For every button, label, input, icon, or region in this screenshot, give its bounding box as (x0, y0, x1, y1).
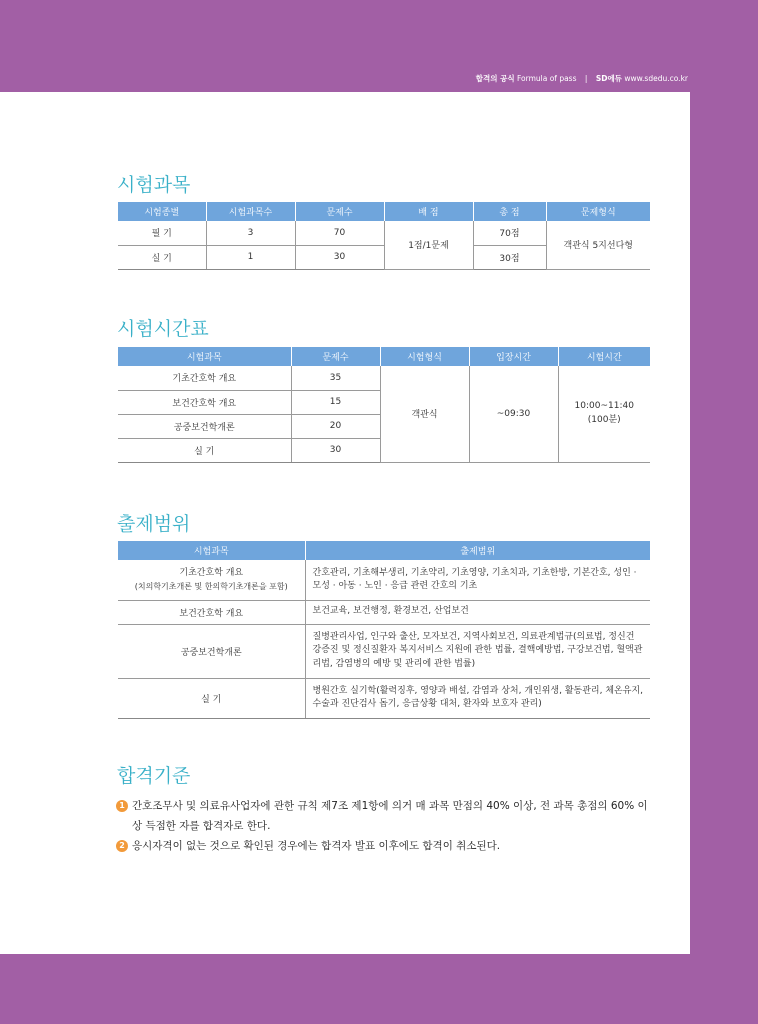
subjects-title: 시험과목 (117, 174, 191, 196)
column-header: 시험과목수 (206, 202, 295, 221)
scope-title: 출제범위 (117, 513, 191, 535)
subject-count: 3 (206, 221, 295, 245)
top-banner (0, 0, 758, 92)
total-score: 70점 (473, 221, 546, 245)
question-count: 35 (291, 366, 380, 390)
question-format: 객관식 5지선다형 (546, 221, 650, 269)
column-header: 시험종별 (118, 202, 206, 221)
scope-table (118, 541, 650, 719)
entry-time: ~09:30 (469, 366, 558, 462)
publisher-url[interactable]: www.sdedu.co.kr (624, 74, 688, 83)
subject-count: 1 (206, 245, 295, 269)
number-badge-icon: 1 (116, 800, 128, 812)
column-header: 시험시간 (558, 347, 650, 366)
subject-name: 보건간호학 개요 (118, 390, 291, 414)
scope-range: 질병관리사업, 인구와 출산, 모자보건, 지역사회보건, 의료관계법규(의료법, 정신건강증진 및 정신질환자 복지서비스 지원에 관한 법률, 결핵예방법, 구강보건법, 혈액관리법, 감염병의 예방 및 관리에 관한 법률) (305, 624, 650, 678)
schedule-title: 시험시간표 (117, 318, 209, 340)
criteria-list (116, 796, 656, 856)
table-row (118, 600, 650, 624)
subject-name: 실 기 (118, 438, 291, 462)
scope-range: 간호관리, 기초해부생리, 기초약리, 기초영양, 기초치과, 기초한방, 기본간호, 성인 · 모성 · 아동 · 노인 · 응급 관련 간호의 기초 (305, 560, 650, 600)
subject-name: 기초간호학 개요 (179, 568, 244, 578)
subject-cell (118, 560, 305, 600)
schedule-table (118, 347, 650, 463)
column-header: 문제수 (291, 347, 380, 366)
column-header: 시험형식 (380, 347, 469, 366)
brand-slogan: 합격의 공식 (475, 74, 515, 83)
column-header: 문제형식 (546, 202, 650, 221)
column-header: 문제수 (295, 202, 384, 221)
table-header-row (118, 202, 650, 221)
criteria-text: 간호조무사 및 의료유사업자에 관한 규칙 제7조 제1항에 의거 매 과목 만점의 40% 이상, 전 과목 총점의 60% 이상 득점한 자를 합격자로 한다. (132, 800, 648, 832)
table-row (118, 678, 650, 718)
table-row (118, 624, 650, 678)
exam-type: 필 기 (118, 221, 206, 245)
publisher-name: SD에듀 (595, 74, 622, 83)
header-brand (476, 73, 688, 84)
table-row (118, 366, 650, 390)
criteria-title: 합격기준 (117, 765, 191, 787)
table-header-row (118, 347, 650, 366)
subjects-table (118, 202, 650, 270)
scope-range: 병원간호 실기학(활력징후, 영양과 배설, 감염과 상처, 개인위생, 활동관리, 체온유지, 수술과 진단검사 돕기, 응급상황 대처, 환자와 보호자 관리) (305, 678, 650, 718)
column-header: 시험과목 (118, 347, 291, 366)
exam-time: 10:00~11:40 (574, 401, 634, 412)
subject-name: 실 기 (118, 678, 305, 718)
subject-name: 공중보건학개론 (118, 624, 305, 678)
question-count: 30 (291, 438, 380, 462)
scope-range: 보건교육, 보건행정, 환경보건, 산업보건 (305, 600, 650, 624)
subject-name: 기초간호학 개요 (118, 366, 291, 390)
exam-time-cell (558, 366, 650, 462)
score-per-question: 1점/1문제 (384, 221, 473, 269)
exam-type: 실 기 (118, 245, 206, 269)
table-row (118, 221, 650, 245)
table-header-row (118, 541, 650, 560)
total-score: 30점 (473, 245, 546, 269)
table-row (118, 560, 650, 600)
list-item (116, 796, 656, 836)
exam-format: 객관식 (380, 366, 469, 462)
question-count: 15 (291, 390, 380, 414)
brand-slogan-en: Formula of pass (517, 74, 577, 83)
column-header: 총 점 (473, 202, 546, 221)
column-header: 시험과목 (118, 541, 305, 560)
criteria-text: 응시자격이 없는 것으로 확인된 경우에는 합격자 발표 이후에도 합격이 취소된다. (132, 840, 501, 852)
list-item (116, 836, 656, 856)
column-header: 배 점 (384, 202, 473, 221)
subject-name: 보건간호학 개요 (118, 600, 305, 624)
header-separator: | (584, 74, 588, 83)
subject-name: 공중보건학개론 (118, 414, 291, 438)
subject-note: (치의학기초개론 및 한의학기초개론을 포함) (134, 581, 288, 591)
exam-duration: (100분) (587, 414, 621, 425)
number-badge-icon: 2 (116, 840, 128, 852)
question-count: 70 (295, 221, 384, 245)
column-header: 출제범위 (305, 541, 650, 560)
column-header: 입장시간 (469, 347, 558, 366)
question-count: 20 (291, 414, 380, 438)
question-count: 30 (295, 245, 384, 269)
